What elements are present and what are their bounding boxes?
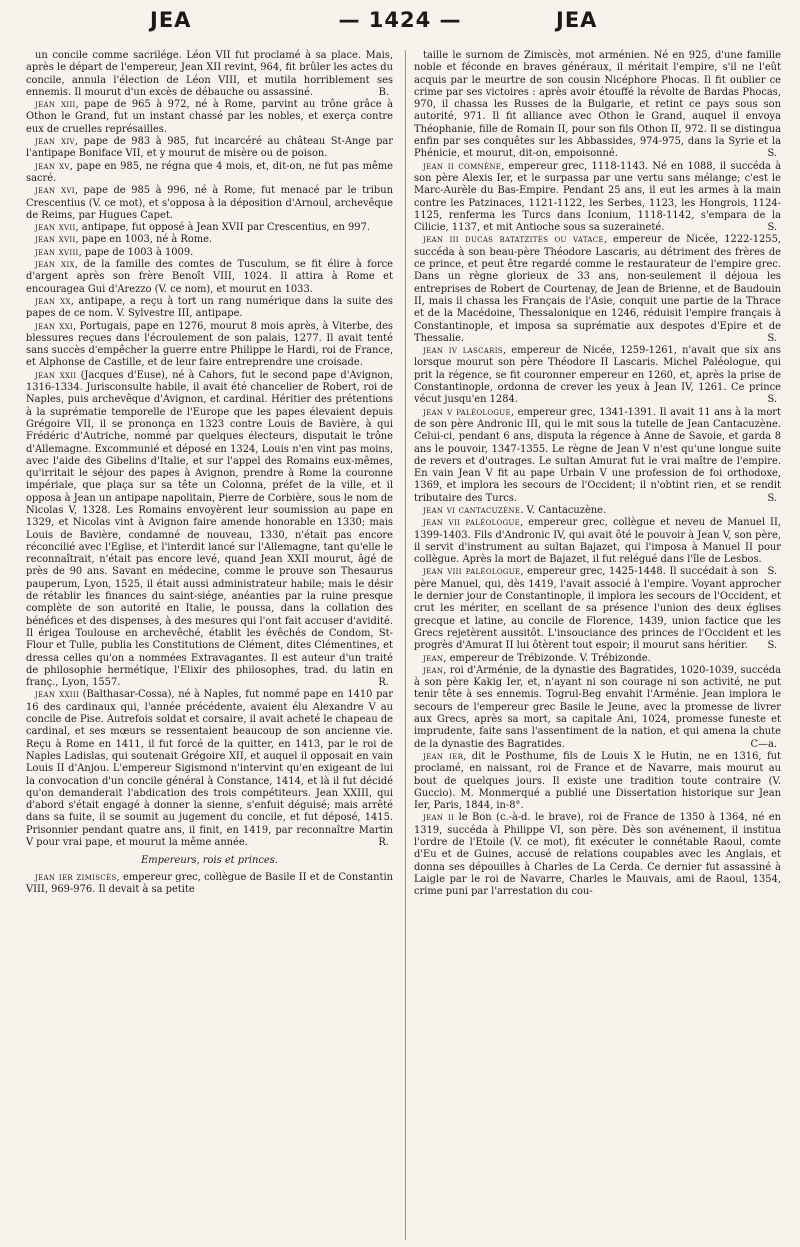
entry-text: , empereur grec, 1118-1143. Né en 1088, il succéda à son père Alexis Ier, et le surpassa par une vertu sans mélange; c'est le Marc-Aurèle du Bas-Empire. Pendant 25 ans, il eut les armes à la main contre les Patzinaces, 1121-1122, les Serbes, 1123, les Hongrois, 1124-1125, renferma les Turcs dans Iconium, 1118-1142, s'empara de la Cilicie, 1137, et mit Antioche sous sa suzeraineté. xyxy=(414,160,781,234)
author-signature: R. xyxy=(378,837,389,848)
left-column xyxy=(26,50,393,896)
author-signature: S. xyxy=(767,566,777,578)
entry-headword: jean ii xyxy=(423,812,455,824)
column-divider xyxy=(405,50,406,1240)
entry-text: (Balthasar-Cossa), né à Naples, fut nommé pape en 1410 par 16 des cardinaux qui, l'année précédente, avaient élu Alexandre V au concile de Pise. Autrefois soldat et corsaire, il avait acheté le chapeau de cardinal, et ses mœurs se ressentaient beaucoup de son ancienne vie. Reçu à Rome en 1411, il fut forcé de la quitter, en 1413, par le roi de Naples Ladislas, qui soutenait Grégoire XII, et auquel il opposait en vain Louis II d'Anjou. L'empereur Sigismond n'intervint qu'en exigeant de lui la convocation d'un concile général à Constance, 1414, et là il fut décidé qu'on demanderait l'abdication des trois compétiteurs. Jean XXIII, qui d'abord s'était engagé à donner la sienne, s'enfuit déguisé; mais arrêté dans sa fuite, il se soumit au jugement du concile, et fut déposé, 1415. Prisonnier pendant quatre ans, il finit, en 1419, par reconnaître Martin V pour vrai pape, et mourut la même année. xyxy=(26,689,394,848)
dictionary-entry xyxy=(414,161,781,235)
dictionary-entry xyxy=(414,505,781,517)
dictionary-entry xyxy=(26,689,393,849)
author-signature: S. xyxy=(767,492,777,504)
entry-text: , empereur grec, 1425-1448. Il succédait à son père Manuel, qui, dès 1419, l'avait associé à l'empire. Voyant approcher le dernier jour de Constantinople, il implora les secours de l'Occident, et crut les mériter, en scellant de sa présence l'union des deux églises grecque et latine, au concile de Florence, 1439, union factice que les Grecs rejetèrent aussitôt. L'insouciance des princes de l'Occident et les progrès d'Amurat II lui ôtèrent tout espoir; il mourut sans héritier. xyxy=(414,566,781,652)
entry-text: le Bon (c.-à-d. le brave), roi de France de 1350 à 1364, né en 1319, succéda à Philippe VI, son père. Dès son avénement, il institua l'ordre de l'Etoile (V. ce mot), fit exécuter le connétable Raoul, comte d'Eu et de Guines, accusé de relations coupables avec les Anglais, et donna ses dépouilles à Charles de La Cerda. Ce dernier fut assassiné à Laigle par le roi de Navarre, Charles le Mauvais, ami de Raoul, 1354, crime puni par l'arrestation du cou- xyxy=(414,812,781,898)
entry-headword: jean xiv xyxy=(35,136,75,148)
right-column xyxy=(414,50,781,898)
entry-headword: jean iv lascaris xyxy=(423,345,503,357)
dictionary-entry xyxy=(26,161,393,186)
entry-headword: jean xix xyxy=(35,259,75,271)
entry-text: , empereur grec, collègue et neveu de Manuel II, 1399-1403. Fils d'Andronic IV, qui avait ôté le pouvoir à Jean V, son père, il servit d'instrument au sultan Bajazet, qui l'imposa à Manuel II pour collègue. Après la mort de Bajazet, il fut relégué dans l'île de Lesbos. xyxy=(414,517,781,566)
entry-text: un concile comme sacrilége. Léon VII fut proclamé à sa place. Mais, après le départ de l'empereur, Jean XII revint, 964, fit brûler les actes du concile, annula l'élection de Léon VIII, et mutila horriblement ses ennemis. Il mourut d'un excès de débauche ou assassiné. xyxy=(26,50,393,98)
entry-headword: jean xyxy=(423,652,444,664)
dictionary-entry xyxy=(414,812,781,898)
entry-text: . V. Cantacuzène. xyxy=(520,504,607,516)
entry-headword: jean ii comnène xyxy=(423,160,502,172)
author-signature: B. xyxy=(378,86,389,98)
entry-headword: jean xviii xyxy=(35,246,79,258)
entry-text: , pape de 985 à 996, né à Rome, fut menacé par le tribun Crescentius (V. ce mot), et s'opposa à la déposition d'Arnoul, archevêque de Reims, par Hugues Capet. xyxy=(26,185,393,221)
dictionary-entry xyxy=(26,259,393,296)
dictionary-entry xyxy=(414,566,781,652)
author-signature: S. xyxy=(767,148,777,160)
entry-headword: jean xvii xyxy=(35,234,76,246)
entry-text: , pape de 1003 à 1009. xyxy=(78,246,194,258)
entry-headword: jean vii paléologue xyxy=(423,517,521,529)
entry-text: , pape de 965 à 972, né à Rome, parvint au trône grâce à Othon le Grand, fut un instant chassé par les nobles, et exerça contre eux de cruelles représailles. xyxy=(26,99,393,135)
entry-text: , pape en 1003, né à Rome. xyxy=(75,234,213,246)
entry-text: , pape en 985, ne régna que 4 mois, et, dit-on, ne fut pas même sacré. xyxy=(26,160,393,184)
dictionary-entry xyxy=(414,751,781,812)
entry-text: , antipape, fut opposé à Jean XVII par Crescentius, en 997. xyxy=(75,222,370,234)
entry-headword: jean xvi xyxy=(35,185,75,197)
entry-headword: jean viii paléologue xyxy=(423,566,521,578)
dictionary-entry xyxy=(414,234,781,345)
author-signature: S. xyxy=(767,222,777,234)
entry-headword: jean xiii xyxy=(35,99,76,111)
dictionary-entry xyxy=(26,247,393,259)
dictionary-entry xyxy=(414,407,781,505)
entry-text: , pape de 983 à 985, fut incarcéré au château St-Ange par l'antipape Boniface VII, et y mourut de misère ou de poison. xyxy=(26,136,393,160)
dictionary-entry xyxy=(26,136,393,161)
entry-headword: jean xyxy=(423,664,444,676)
entry-headword: jean xxiii xyxy=(35,689,80,701)
section-heading: Empereurs, rois et princes. xyxy=(141,855,278,867)
dictionary-entry xyxy=(26,50,393,99)
entry-headword: jean xvii xyxy=(35,222,76,234)
entry-text: (Jacques d'Euse), né à Cahors, fut le second pape d'Avignon, 1316-1334. Jurisconsulte habile, il avait été chancelier de Robert, roi de Naples, puis archevêque d'Avignon, et cardinal. Héritier des prétentions à la suprématie temporelle de l'Europe que les papes élevaient depuis Grégoire VII, il se prononça en 1323 contre Louis de Bavière, à qui Frédéric d'Autriche, nommé par quelques électeurs, disputait le trône d'Allemagne. Excommunié et déposé en 1324, Louis n'en vint pas moins, avec l'aide des Gibelins d'Italie, et sur l'appel des Romains eux-mêmes, qu'irritait le séjour des papes à Avignon, prendre à Rome la couronne impériale, que plaça sur sa tête un Colonna, préfet de la ville, et il opposa à Jean un antipape napolitain, Pierre de Corbière, sous le nom de Nicolas V, 1328. Les Romains envoyèrent leur soumission au pape en 1329, et Nicolas vint à Avignon faire amende honorable en 1330; mais Louis de Bavière, condamné de nouveau, 1330, n'était pas encore réconcilié avec l'Eglise, et l'interdit lancé sur l'Allemagne, tant qu'elle le reconnaîtrait, n'était pas encore levé, quand Jean XXII mourut, âgé de près de 90 ans. Savant en médecine, comme le prouve son Thesaurus pauperum, Lyon, 1525, il était aussi administrateur habile; mais le désir de rétablir les finances du saint-siége, anéanties par la ruine presque complète de son autorité en Italie, le poussa, dans la collation des bénéfices et des dispenses, à des mesures qui l'ont fait accuser d'avidité. Il érigea Toulouse en archevêché, établit les évêchés de Condom, St-Flour et Tulle, publia les Constitutions de Clément, dites Clémentines, et dressa celles qu'on a nommées Extravagantes. Il est auteur d'un traité de philosophie hermétique, l'Elixir des philosophes, trad. du latin en franç., Lyon, 1557. xyxy=(26,369,393,689)
running-head-left: JEA xyxy=(150,8,192,32)
entry-text: , empereur de Trébizonde. V. Trébizonde. xyxy=(443,652,651,664)
entry-headword: jean v paléologue xyxy=(423,406,511,418)
dictionary-entry xyxy=(26,296,393,321)
entry-text: , empereur grec, collègue de Basile II et de Constantin VIII, 969-976. Il devait à sa petite xyxy=(26,871,393,895)
dictionary-entry xyxy=(26,99,393,136)
entry-headword: jean ier xyxy=(423,750,464,762)
dictionary-entry xyxy=(414,345,781,406)
author-signature: C—a. xyxy=(750,738,777,750)
dictionary-entry xyxy=(414,665,781,751)
author-signature: R. xyxy=(378,677,389,689)
entry-text: , dit le Posthume, fils de Louis X le Hutin, ne en 1316, fut proclamé, en naissant, roi de France et de Navarre, mais mourut au bout de quelques jours. Il existe une tradition toute contraire (V. Guccio). M. Monmerqué a publié une Dissertation historique sur Jean Ier, Paris, 1844, in-8°. xyxy=(414,750,782,812)
entry-text: , Portugais, pape en 1276, mourut 8 mois après, à Viterbe, des blessures reçues dans l'écroulement de son palais, 1277. Il avait tenté sans succès d'empêcher la guerre entre Philippe le Hardi, roi de France, et Alphonse de Castille, et de leur faire entreprendre une croisade. xyxy=(26,320,393,369)
dictionary-entry xyxy=(414,50,781,161)
entry-text: , de la famille des comtes de Tusculum, se fit élire à force d'argent après son frère Benoît VIII, 1024. Il attira à Rome et encouragea Gui d'Arezzo (V. ce nom), et mourut en 1033. xyxy=(26,259,393,295)
entry-headword: jean xxii xyxy=(35,369,77,381)
dictionary-entry xyxy=(26,872,393,897)
entry-headword: jean iii ducas batatzitès ou vatace xyxy=(423,234,604,246)
author-signature: S. xyxy=(767,394,777,406)
entry-text: , antipape, a reçu à tort un rang numérique dans la suite des papes de ce nom. V. Sylvestre III, antipape. xyxy=(26,295,393,320)
entry-text: , empereur de Nicée, 1259-1261, n'avait que six ans lorsque mourut son père Théodore II Lascaris. Michel Paléologue, qui prit la régence, se fit couronner empereur en 1260, et, après la prise de Constantinople, ordonna de crever les yeux à Jean IV, 1261. Ce prince vécut jusqu'en 1284. xyxy=(414,345,781,406)
dictionary-entry xyxy=(26,185,393,222)
entry-text: , empereur grec, 1341-1391. Il avait 11 ans à la mort de son père Andronic III, qui le mit sous la tutelle de Jean Cantacuzène. Celui-ci, pendant 6 ans, disputa la régence à Anne de Savoie, et garda 8 ans le pouvoir, 1347-1355. Le règne de Jean V n'est qu'une longue suite de revers et d'outrages. Le sultan Amurat fut le vrai maître de l'empire. En vain Jean V fit au pape Urbain V une profession de foi orthodoxe, 1369, et implora les secours de l'Occident; il n'obtint rien, et se rendit tributaire des Turcs. xyxy=(414,406,781,504)
entry-headword: jean ier zimiscès xyxy=(35,871,117,883)
dictionary-entry xyxy=(26,222,393,234)
entry-text: taille le surnom de Zimiscès, mot arménien. Né en 925, d'une famille noble et féconde en braves généraux, il méritait l'empire, s'il ne l'eût acquis par le meurtre de son cousin Nicéphore Phocas. Il fit oublier ce crime par ses victoires : après avoir étouffé la révolte de Bardas Phocas, 970, il chassa les Russes de la Bulgarie, et retint ce pays sous son autorité, 971. Il fit alliance avec Othon le Grand, auquel il envoya Théophanie, fille de Romain II, pour son fils Othon II, 972. Il se distingua enfin par ses conquêtes sur les Abbassides, 974-975, dans la Syrie et la Phénicie, et mourut, dit-on, empoisonné. xyxy=(414,50,781,160)
entry-headword: jean vi cantacuzène xyxy=(423,504,521,516)
author-signature: S. xyxy=(767,640,777,652)
entry-headword: jean xxi xyxy=(35,320,73,332)
dictionary-entry xyxy=(26,370,393,690)
author-signature: S. xyxy=(767,332,777,344)
page-header xyxy=(0,8,800,44)
entry-text: , roi d'Arménie, de la dynastie des Bagratides, 1020-1039, succéda à son père Kakig Ier, et, n'ayant ni son courage ni son activité, ne put tenir tête à ses ennemis. Togrul-Beg envahit l'Arménie. Jean implora le secours de l'empereur grec Basile le Jeune, avec la promesse de livrer aux Grecs, après sa mort, sa capitale Ani, 1024, promesse funeste et imprudente, faite sans l'assentiment de la nation, et qui amena la chute de la dynastie des Bagratides. xyxy=(414,664,781,750)
dictionary-entry xyxy=(26,234,393,246)
entry-headword: jean xx xyxy=(35,295,71,307)
running-head-right: JEA xyxy=(556,8,598,32)
dictionary-entry xyxy=(414,653,781,665)
entry-headword: jean xv xyxy=(35,160,70,172)
dictionary-entry xyxy=(26,321,393,370)
entry-text: , empereur de Nicée, 1222-1255, succéda à son beau-père Théodore Lascaris, au détriment des frères de ce prince, et peut être regardé comme le restaurateur de l'empire grec. Dans un règne glorieux de 33 ans, non-seulement il déjoua les entreprises de Robert de Courtenay, de Jean de Brienne, et de Baudouin II, mais il chassa les Français de l'Asie, conquit une partie de la Thrace et de la Macédoine, Thessalonique en 1246, réduisit l'empire français à Constantinople, et imposa sa suprématie aux despotes d'Epire et de Thessalie. xyxy=(414,234,781,344)
page-number: — 1424 — xyxy=(338,8,462,32)
